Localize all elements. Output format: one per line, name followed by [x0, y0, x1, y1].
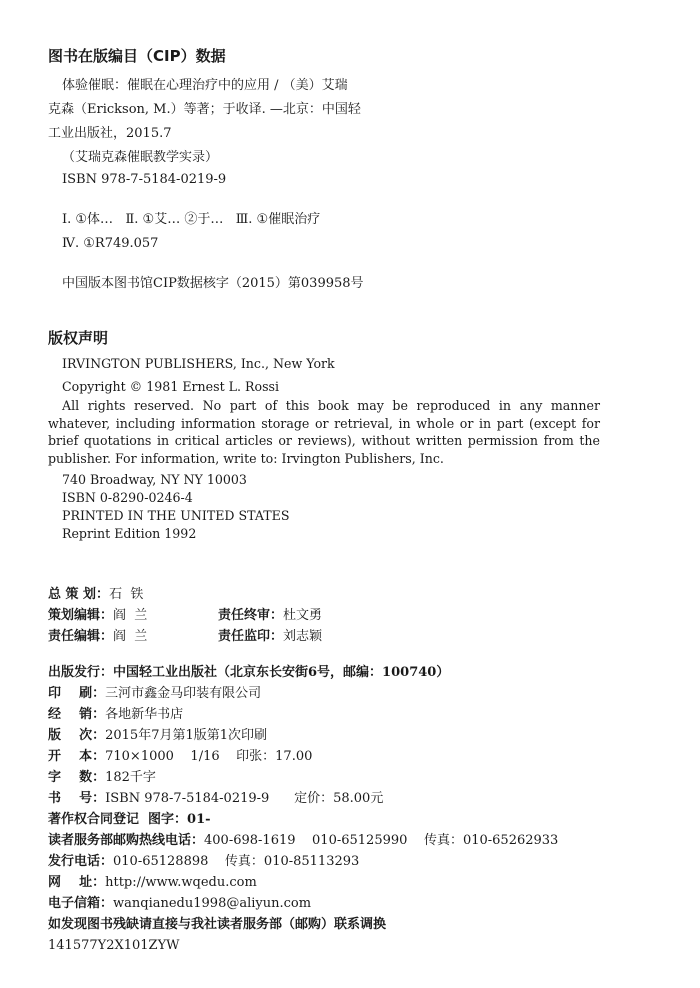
cip-isbn: ISBN 978-7-5184-0219-9 [62, 172, 227, 187]
imprint-label: 字 数： [48, 770, 106, 785]
imprint-label: 经 销： [48, 707, 106, 722]
imprint-value: 2015年7月第1版第1次印刷 [105, 728, 268, 743]
imprint-format [48, 749, 312, 765]
credit-label: 责任监印： [218, 629, 284, 644]
imprint-book-number [48, 791, 383, 807]
imprint-edition [48, 728, 267, 744]
credit-responsible-editor [48, 629, 147, 645]
credit-chief-planner [48, 587, 143, 603]
imprint-contract-registration: 著作权合同登记 图字：01- [48, 812, 211, 827]
credit-print-supervisor [218, 629, 322, 645]
cip-classification-1: Ⅰ. ①体… Ⅱ. ①艾… ②于… Ⅲ. ①催眠治疗 [62, 212, 321, 227]
imprint-reader-service [48, 833, 558, 849]
copyright-publisher: IRVINGTON PUBLISHERS, Inc., New York [62, 356, 335, 371]
imprint-distributor [48, 707, 183, 723]
credit-value: 刘志颖 [283, 629, 323, 644]
credit-planning-editor [48, 608, 147, 624]
imprint-value: wanqianedu1998@aliyun.com [113, 896, 312, 911]
imprint-label: 发行电话： [48, 854, 114, 869]
credit-final-review [218, 608, 322, 624]
imprint-label: 印 刷： [48, 686, 106, 701]
imprint-code: 141577Y2X101ZYW [48, 938, 180, 953]
imprint-label: 网 址： [48, 875, 106, 890]
original-isbn: ISBN 0-8290-0246-4 [62, 490, 193, 505]
cip-line-3: 工业出版社，2015.7 [48, 126, 172, 141]
cip-line-2: 克森（Erickson, M.）等著；于收译. —北京：中国轻 [48, 102, 361, 117]
rights-statement: All rights reserved. No part of this book may be reproduced in any manner whatever, including information storage or retrieval, in whole or in part (except for brief quotations in critical articles or reviews), without written permission from the publisher. For information, write to: Irvington Publishers, Inc. [48, 398, 600, 466]
imprint-value: 三河市鑫金马印装有限公司 [105, 686, 262, 701]
cip-record-number: 中国版本图书馆CIP数据核字（2015）第039958号 [62, 276, 364, 291]
imprint-label: 出版发行： [48, 665, 114, 680]
credit-label: 责任终审： [218, 608, 284, 623]
imprint-value: 400-698-1619 010-65125990 传真：010-65262933 [204, 833, 559, 848]
imprint-label: 电子信箱： [48, 896, 114, 911]
imprint-value: 182千字 [105, 770, 156, 785]
imprint-value: http://www.wqedu.com [105, 875, 257, 890]
imprint-label: 书 号： [48, 791, 106, 806]
reprint-edition: Reprint Edition 1992 [62, 526, 197, 541]
imprint-value: 710×1000 1/16 印张：17.00 [105, 749, 313, 764]
copyright-notice: Copyright © 1981 Ernest L. Rossi [62, 379, 280, 394]
imprint-value: 010-65128898 传真：010-85113293 [113, 854, 360, 869]
imprint-publisher [48, 665, 449, 681]
imprint-email [48, 896, 311, 912]
imprint-printer [48, 686, 261, 702]
credit-label: 责任编辑： [48, 629, 114, 644]
imprint-word-count [48, 770, 156, 786]
cip-series: （艾瑞克森催眠教学实录） [62, 150, 219, 165]
cip-line-1: 体验催眠：催眠在心理治疗中的应用 / （美）艾瑞 [62, 78, 348, 93]
credit-value: 阎 兰 [113, 608, 148, 623]
imprint-label: 版 次： [48, 728, 106, 743]
imprint-label: 读者服务部邮购热线电话： [48, 833, 205, 848]
copyright-heading: 版权声明 [48, 329, 109, 347]
imprint-label: 开 本： [48, 749, 106, 764]
credit-value: 阎 兰 [113, 629, 148, 644]
printed-in: PRINTED IN THE UNITED STATES [62, 508, 290, 523]
imprint-sales-phone [48, 854, 359, 870]
credit-label: 策划编辑： [48, 608, 114, 623]
cip-classification-2: Ⅳ. ①R749.057 [62, 236, 159, 251]
credit-value: 杜文勇 [283, 608, 323, 623]
publisher-address: 740 Broadway, NY NY 10003 [62, 472, 247, 487]
credit-value: 石 铁 [109, 587, 144, 602]
imprint-value: ISBN 978-7-5184-0219-9 定价：58.00元 [105, 791, 384, 806]
imprint-defect-notice: 如发现图书残缺请直接与我社读者服务部（邮购）联系调换 [48, 917, 387, 932]
credit-label: 总 策 划： [48, 587, 110, 602]
imprint-value: 中国轻工业出版社（北京东长安街6号，邮编：100740） [113, 665, 450, 680]
imprint-value: 各地新华书店 [105, 707, 184, 722]
cip-heading: 图书在版编目（CIP）数据 [48, 47, 226, 65]
imprint-website [48, 875, 257, 891]
